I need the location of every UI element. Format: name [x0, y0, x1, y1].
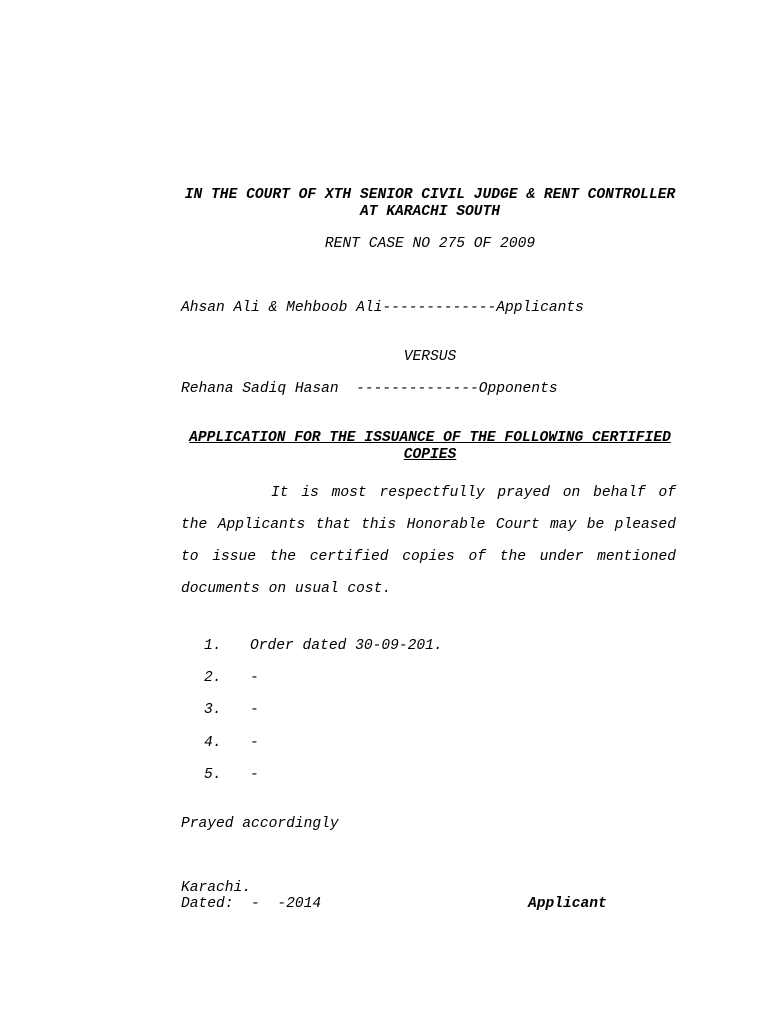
list-item: [204, 702, 443, 734]
list-item: [204, 670, 443, 702]
closing-line: Prayed accordingly: [181, 816, 339, 832]
list-item: [204, 638, 443, 670]
body-text: It is most respectfully prayed on behalf of the Applicants that this Honorable Court may be pleased to issue the certified copies of the under mentioned documents on usual cost.: [181, 485, 676, 597]
list-item-number: 2.: [204, 670, 222, 687]
case-number: RENT CASE NO 275 OF 2009: [324, 236, 536, 252]
opponents-line: Rehana Sadiq Hasan --------------Opponents: [181, 381, 558, 397]
versus-label: VERSUS: [403, 349, 457, 365]
list-item-text: Order dated 30-09-201.: [250, 638, 443, 654]
signature-label: Applicant: [528, 896, 607, 912]
list-item: [204, 767, 443, 799]
list-item-text: -: [250, 734, 259, 751]
application-title: APPLICATION FOR THE ISSUANCE OF THE FOLLOWING CERTIFIED COPIES: [189, 430, 671, 463]
body-paragraph: [181, 477, 676, 605]
list-item-number: 5.: [204, 766, 222, 783]
list-item-number: 4.: [204, 734, 222, 751]
list-item-text: -: [250, 766, 259, 783]
dated-line: Dated: - -2014: [181, 896, 322, 912]
list-item: [204, 735, 443, 767]
list-item-number: 1.: [204, 638, 222, 654]
court-heading: IN THE COURT OF XTH SENIOR CIVIL JUDGE & RENT CONTROLLER AT KARACHI SOUTH: [184, 187, 676, 220]
applicants-line: Ahsan Ali & Mehboob Ali-------------Applicants: [181, 300, 584, 316]
list-item-text: -: [250, 670, 259, 687]
list-item-text: -: [250, 702, 259, 719]
documents-list: [204, 638, 443, 799]
place-line: Karachi.: [181, 880, 252, 896]
list-item-number: 3.: [204, 702, 222, 719]
